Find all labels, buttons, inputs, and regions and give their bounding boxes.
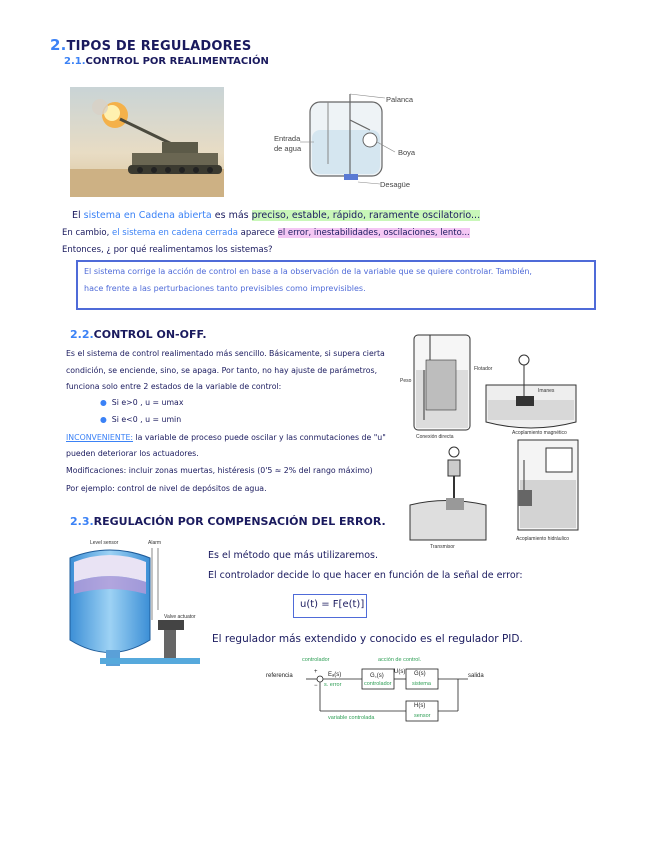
- subsection-2-3-number: 2.3.: [70, 515, 94, 528]
- subsection-2-3-title: REGULACIÓN POR COMPENSACIÓN DEL ERROR.: [93, 515, 386, 528]
- question-sentence: Entonces, ¿ por qué realimentamos los sistemas?: [62, 245, 273, 255]
- open-loop-advantages: preciso, estable, rápido, raramente oscilatorio...: [251, 210, 481, 221]
- definition-line-1: El sistema corrige la acción de control en base a la observación de la variable que se quiere controlar. También,: [84, 267, 532, 276]
- section-heading: [50, 36, 251, 54]
- label-transmisor: Transmisor: [430, 544, 455, 550]
- label-accion: acción de control.: [378, 657, 422, 663]
- text: El: [72, 210, 84, 221]
- subsection-2-1-title: CONTROL POR REALIMENTACIÓN: [85, 56, 269, 67]
- label-gc: G꜀(s): [370, 673, 384, 679]
- label-variable: variable controlada: [328, 715, 375, 721]
- controller-line: El controlador decide lo que hacer en función de la señal de error:: [208, 570, 523, 581]
- text: En cambio,: [62, 228, 112, 238]
- subsection-2-1-heading: [64, 56, 269, 67]
- subsection-2-1-number: 2.1.: [64, 56, 86, 67]
- label-gs: G(s): [414, 671, 426, 677]
- label-salida: salida: [468, 673, 484, 679]
- section-title: TIPOS DE REGULADORES: [66, 39, 252, 54]
- label-acop-hidraulico: Acoplamiento hidráulico: [516, 536, 570, 542]
- section-number: 2.: [50, 36, 67, 54]
- label-level-sensor: Level sensor: [90, 540, 119, 546]
- drawback-text: la variable de proceso puede oscilar y las conmutaciones de "u": [133, 433, 386, 442]
- label-imanes: Imanes: [538, 388, 555, 394]
- subsection-2-3-heading: [70, 515, 386, 528]
- drawback-label: INCONVENIENTE:: [66, 433, 134, 442]
- pid-line: El regulador más extendido y conocido es el regulador PID.: [212, 633, 523, 645]
- control-law-formula: u(t) = F[e(t)]: [300, 599, 365, 610]
- label-flotador: Flotador: [474, 366, 493, 372]
- error-method-line: Es el método que más utilizaremos.: [208, 550, 378, 561]
- closed-loop-term: el sistema en cadena cerrada: [111, 228, 238, 238]
- onoff-line-7: Por ejemplo: control de nivel de depósitos de agua.: [66, 484, 267, 493]
- onoff-line-5: pueden deteriorar los actuadores.: [66, 449, 199, 458]
- bullet-dot: ●: [100, 398, 112, 407]
- label-palanca: Palanca: [386, 95, 414, 104]
- subsection-2-2-number: 2.2.: [70, 328, 94, 341]
- label-controlador-top: controlador: [302, 657, 330, 663]
- definition-box: [76, 260, 596, 310]
- text: aparece: [237, 228, 278, 238]
- text: es más: [211, 210, 252, 221]
- label-hs: H(s): [414, 703, 426, 709]
- open-loop-term: sistema en Cadena abierta: [83, 210, 212, 221]
- label-acop-magnetico: Acoplamiento magnético: [512, 430, 567, 436]
- label-entrada: Entrada: [274, 134, 301, 143]
- tank-photo: [70, 87, 224, 197]
- label-controlador: controlador: [364, 681, 392, 687]
- definition-line-2: hace frente a las perturbaciones tanto previsibles como imprevisibles.: [84, 284, 366, 293]
- label-es: Eₐ(s): [328, 672, 342, 678]
- open-loop-sentence: [72, 210, 480, 221]
- bullet-text: Si e<0 , u = umin: [111, 415, 182, 424]
- label-desague: Desagüe: [380, 180, 411, 189]
- onoff-drawback: [66, 433, 386, 442]
- bullet-text: Si e>0 , u = umax: [111, 398, 184, 407]
- pid-block-diagram: [262, 655, 498, 735]
- closed-loop-drawbacks: el error, inestabilidades, oscilaciones, lento...: [277, 228, 470, 238]
- label-sistema: sistema: [412, 681, 431, 687]
- label-valve-actuator: Valve actuator: [164, 614, 196, 620]
- label-peso: Peso: [400, 378, 412, 384]
- onoff-line-1: Es el sistema de control realimentado más sencillo. Básicamente, si supera cierta: [66, 349, 385, 358]
- label-conexion-directa: Conexión directa: [416, 434, 454, 440]
- label-alarm: Alarm: [148, 540, 162, 546]
- onoff-bullet-2: [100, 415, 181, 424]
- onoff-bullet-1: [100, 398, 183, 407]
- industrial-tank-figure: [60, 540, 200, 675]
- bullet-dot: ●: [100, 415, 112, 424]
- label-de-agua: de agua: [274, 144, 302, 153]
- cistern-diagram: [270, 90, 430, 195]
- onoff-line-3: funciona solo entre 2 estados de la variable de control:: [66, 382, 282, 391]
- onoff-line-6: Modificaciones: incluir zonas muertas, histéresis (0'5 ≈ 2% del rango máximo): [66, 466, 373, 475]
- onoff-figures: [400, 330, 586, 560]
- subsection-2-2-title: CONTROL ON-OFF.: [93, 328, 207, 341]
- onoff-line-2: condición, se enciende, sino, se apaga. Por tanto, no hay ajuste de parámetros,: [66, 366, 378, 375]
- control-law-box: [293, 594, 367, 618]
- label-error: s. error: [324, 682, 342, 688]
- label-sensor: sensor: [414, 713, 431, 719]
- label-referencia: referencia: [266, 673, 293, 679]
- label-us: U(s): [394, 669, 406, 675]
- subsection-2-2-heading: [70, 328, 207, 341]
- label-boya: Boya: [398, 148, 416, 157]
- label-plus: +: [314, 669, 318, 675]
- label-minus: −: [314, 683, 318, 689]
- closed-loop-sentence: [62, 228, 470, 238]
